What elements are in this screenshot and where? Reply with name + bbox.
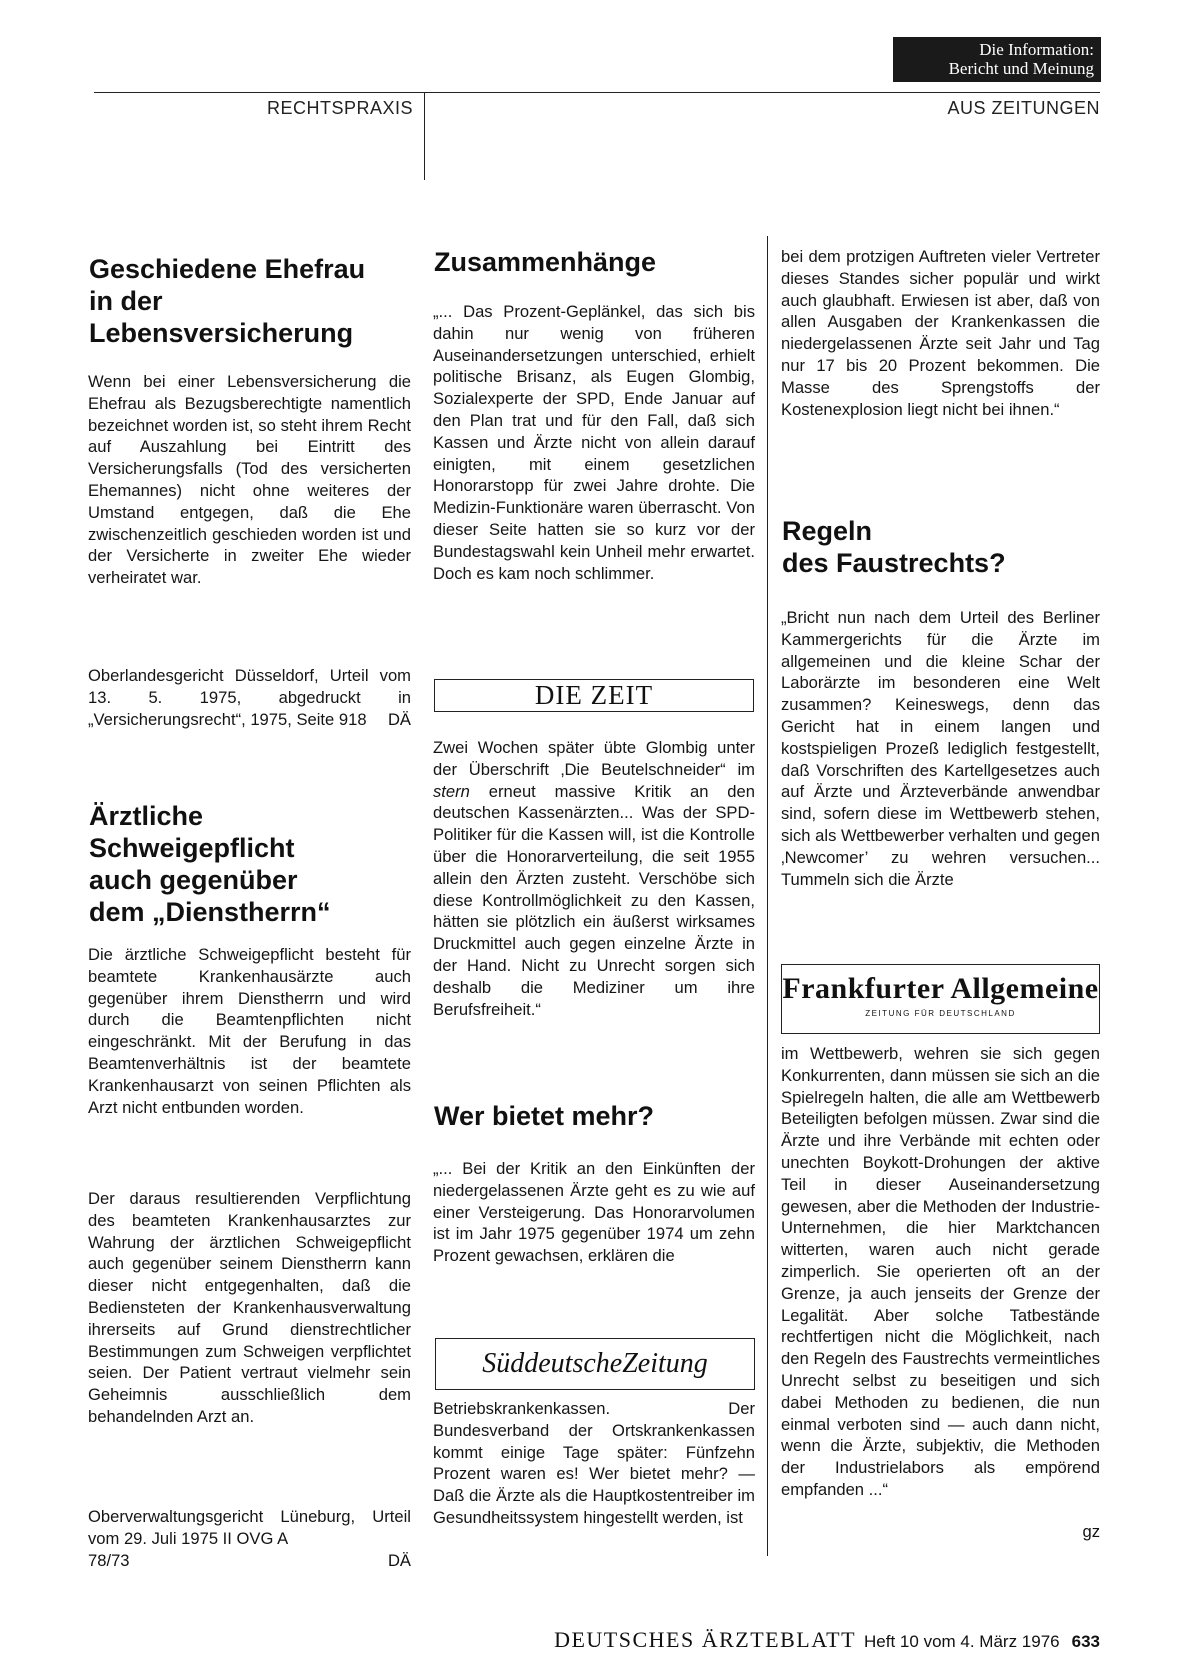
source-text: Oberlandesgericht Düsseldorf, Urteil vom 13. 5. 1975, abgedruckt in „Versicherungsrecht“, 1975, Seite 918 [88, 666, 411, 729]
column-divider-top [424, 92, 425, 180]
title-line-1: Ärztliche [89, 801, 204, 831]
article-source [88, 1506, 411, 1571]
article-body-2 [433, 737, 755, 1020]
source-text: Oberverwaltungsgericht Lüneburg, Urteil vom 29. Juli 1975 II OVG A [88, 1507, 411, 1548]
title-line-3: auch gegenüber [89, 865, 298, 895]
title-line-2: des Faustrechts? [782, 548, 1006, 578]
article-body-2: Betriebskrankenkassen. Der Bundesverband der Ortskrankenkassen kommt einige Tage später: Fünfzehn Prozent waren es! Wer bietet mehr? — Daß die Ärzte als die Hauptkostentreiber im Gesundheitssystem hingestellt werden, ist [433, 1399, 755, 1527]
signoff-line [781, 1521, 1100, 1543]
body-text: erneut massive Kritik an den deutschen Kassenärzten... Was der SPD-Politiker für die Kassen will, ist die Kontrolle über die Honorarverteilung, die seit 1955 allein den Ärzten zusteht. Verschöbe sich diese Kontrollmöglichkeit zu den Kassen, hätten sie plötzlich ein äußerst wirksames Druckmittel auch gegen einzelne Ärzte in der Hand. Nicht zu Unrecht sorgen sich deshalb die Mediziner um ihre Berufsfreiheit.“ [433, 781, 755, 1019]
article-source [88, 665, 411, 730]
title-line-2: in der [89, 286, 163, 316]
article-body-1: „... Bei der Kritik an den Einkünften der niedergelassenen Ärzte geht es zu wie auf einer Versteigerung. Das Honorarvolumen ist im Jahr 1975 gegenüber 1974 um zehn Prozent gewachsen, erklären die [433, 1159, 755, 1266]
title-line-4: dem „Dienstherrn“ [89, 897, 331, 927]
article-body-2: im Wettbewerb, wehren sie sich gegen Konkurrenten, dann müssen sie sich an die Spielregeln halten, die alle am Wettbewerb Beteiligten befolgen müssen. Zwar sind die Ärzte und ihre Verbände mit echten oder unechten Boykott-Drohungen der aktive Teil in dieser Auseinandersetzung gewesen, aber die Methoden der Industrie-Unternehmen, die hier Marktchancen witterten, waren auch nicht gerade zimperlich. Sie operierten oft an der Grenze, ja auch jenseits der Grenze der Legalität. Aber solche Tatbestände rechtfertigen nicht die Möglichkeit, nach den Regeln des Faustrechts vermeintliches Unrecht selbst zu beseitigen und sich dabei Methoden zu bedienen, die nun einmal verboten sind — auch dann nicht, wenn die Ärzte, subjektiv, die Methoden der Industrielabors als empörend empfanden ...“ [781, 1044, 1100, 1499]
title-line-1: Geschiedene Ehefrau [89, 254, 366, 284]
source-tail: 78/73 [88, 1550, 130, 1570]
article-ehefrau [89, 253, 412, 349]
article-body-1: „Bricht nun nach dem Urteil des Berliner Kammergerichts für die Ärzte im allgemeinen und die kleine Schar der Laborärzte im besonderen eine Welt zusammen? Keineswegs, denn das Gericht hat in einem langen und kostspieligen Prozeß lediglich festgestellt, daß Vorschriften des Kartellgesetzes auch auf Ärzte und Ärzteverbände anwendbar sind, sofern diese im Wettbewerb stehen, sich als Wettbewerber verhalten und gegen ‚Newcomer’ zu wehren versuchen... Tummeln sich die Ärzte [781, 608, 1100, 889]
logo-text: DIE ZEIT [534, 680, 654, 710]
article-title-zusammenhaenge: Zusammenhänge [434, 247, 657, 277]
logo-text: Frankfurter Allgemeine [782, 972, 1099, 1005]
article-faustrecht [782, 515, 1101, 579]
header-rule-right [424, 92, 1100, 93]
section-label-rechtspraxis: RECHTSPRAXIS [266, 98, 413, 118]
page-number: 633 [1071, 1632, 1100, 1651]
die-zeit-logo [434, 679, 754, 712]
page-footer [554, 1627, 1100, 1653]
logo-subtitle: ZEITUNG FÜR DEUTSCHLAND [865, 1009, 1016, 1018]
body-emphasis: stern [433, 781, 470, 801]
logo-text: SüddeutscheZeitung [482, 1348, 708, 1379]
source-mark: DÄ [387, 1550, 411, 1570]
source-mark: DÄ [387, 709, 411, 729]
title-line-1: Regeln [782, 516, 873, 546]
magazine-name: DEUTSCHES ÄRZTEBLATT [554, 1627, 857, 1652]
article-body: Wenn bei einer Lebensversicherung die Ehefrau als Bezugsberechtigte namentlich bezeichnet worden ist, so steht ihrem Recht auf Auszahlung bei Eintritt des Versicherungsfalls (Tod des versicherten Ehemannes) nicht ohne weiteres der Umstand entgegen, daß die Ehe zwischenzeitlich geschieden worden ist und der Versicherte in zweiter Ehe wieder verheiratet war. [88, 372, 411, 588]
badge-line-2: Bericht und Meinung [948, 59, 1094, 78]
article-title [89, 253, 412, 349]
body-text: Zwei Wochen später übte Glombig unter der Überschrift ‚Die Beutelschneider“ im [433, 738, 755, 779]
faz-logo [781, 964, 1100, 1034]
article-schweigepflicht [89, 800, 412, 928]
section-label-aus-zeitungen: AUS ZEITUNGEN [947, 98, 1100, 118]
article-body-2: Der daraus resultierenden Verpflichtung des beamteten Krankenhausarztes zur Wahrung der ärztlichen Schweigepflicht auch gegenüber seinem Dienstherrn kann dieser nicht entgegenhalten, daß die Bediensteten der Krankenhausverwaltung ihrerseits auf Grund dienstrechtlicher Bestimmungen zum Schweigen verpflichtet seien. Der Patient vertraut vielmehr sein Geheimnis ausschließlich dem behandelnden Arzt an. [88, 1189, 411, 1426]
badge-line-1: Die Information: [979, 40, 1094, 59]
title-line-2: Schweigepflicht [89, 833, 295, 863]
source-mark-line [88, 1550, 411, 1572]
article-title [89, 800, 412, 928]
article-body-1: „... Das Prozent-Geplänkel, das sich bis dahin nur wenig von früheren Auseinandersetzungen unterschied, erhielt politische Brisanz, als Eugen Glombig, Sozialexperte der SPD, Ende Januar auf den Plan trat und für den Fall, daß sich Kassen und Ärzte nicht von allein darauf einigten, mit einem gesetzlichen Honorarstopp für zwei Jahre drohte. Die Medizin-Funktionäre waren überrascht. Von dieser Seite hatten sie so kurz vor der Bundestagswahl kein Unheil mehr erwartet. Doch es kam noch schlimmer. [433, 302, 755, 583]
header-rule-left [94, 92, 424, 93]
issue-info: Heft 10 vom 4. März 1976 [864, 1632, 1060, 1651]
section-badge [893, 37, 1101, 82]
column-divider [767, 236, 768, 1556]
sueddeutsche-zeitung-logo [435, 1338, 755, 1390]
article-body-1: Die ärztliche Schweigepflicht besteht für beamtete Krankenhausärzte auch gegenüber ihrem Dienstherrn und wird durch die Beamtenpflichten nicht eingeschränkt. Mit der Berufung in das Beamtenverhältnis ist der beamtete Krankenhausarzt von seinen Pflichten als Arzt nicht entbunden worden. [88, 945, 411, 1117]
title-line-3: Lebensversicherung [89, 318, 354, 348]
article-continuation: bei dem protzigen Auftreten vieler Vertreter dieses Standes sicher populär und wirkt auch glaubhaft. Erwiesen ist aber, daß von allen Ausgaben der Krankenkassen die niedergelassenen Ärzte seit Jahr und Tag nur 17 bis 20 Prozent bekommen. Die Masse des Sprengstoffs der Kostenexplosion liegt nicht bei ihnen.“ [781, 247, 1100, 419]
article-title [782, 515, 1101, 579]
signoff: gz [1082, 1522, 1100, 1541]
article-title-wer-bietet-mehr: Wer bietet mehr? [434, 1101, 655, 1131]
